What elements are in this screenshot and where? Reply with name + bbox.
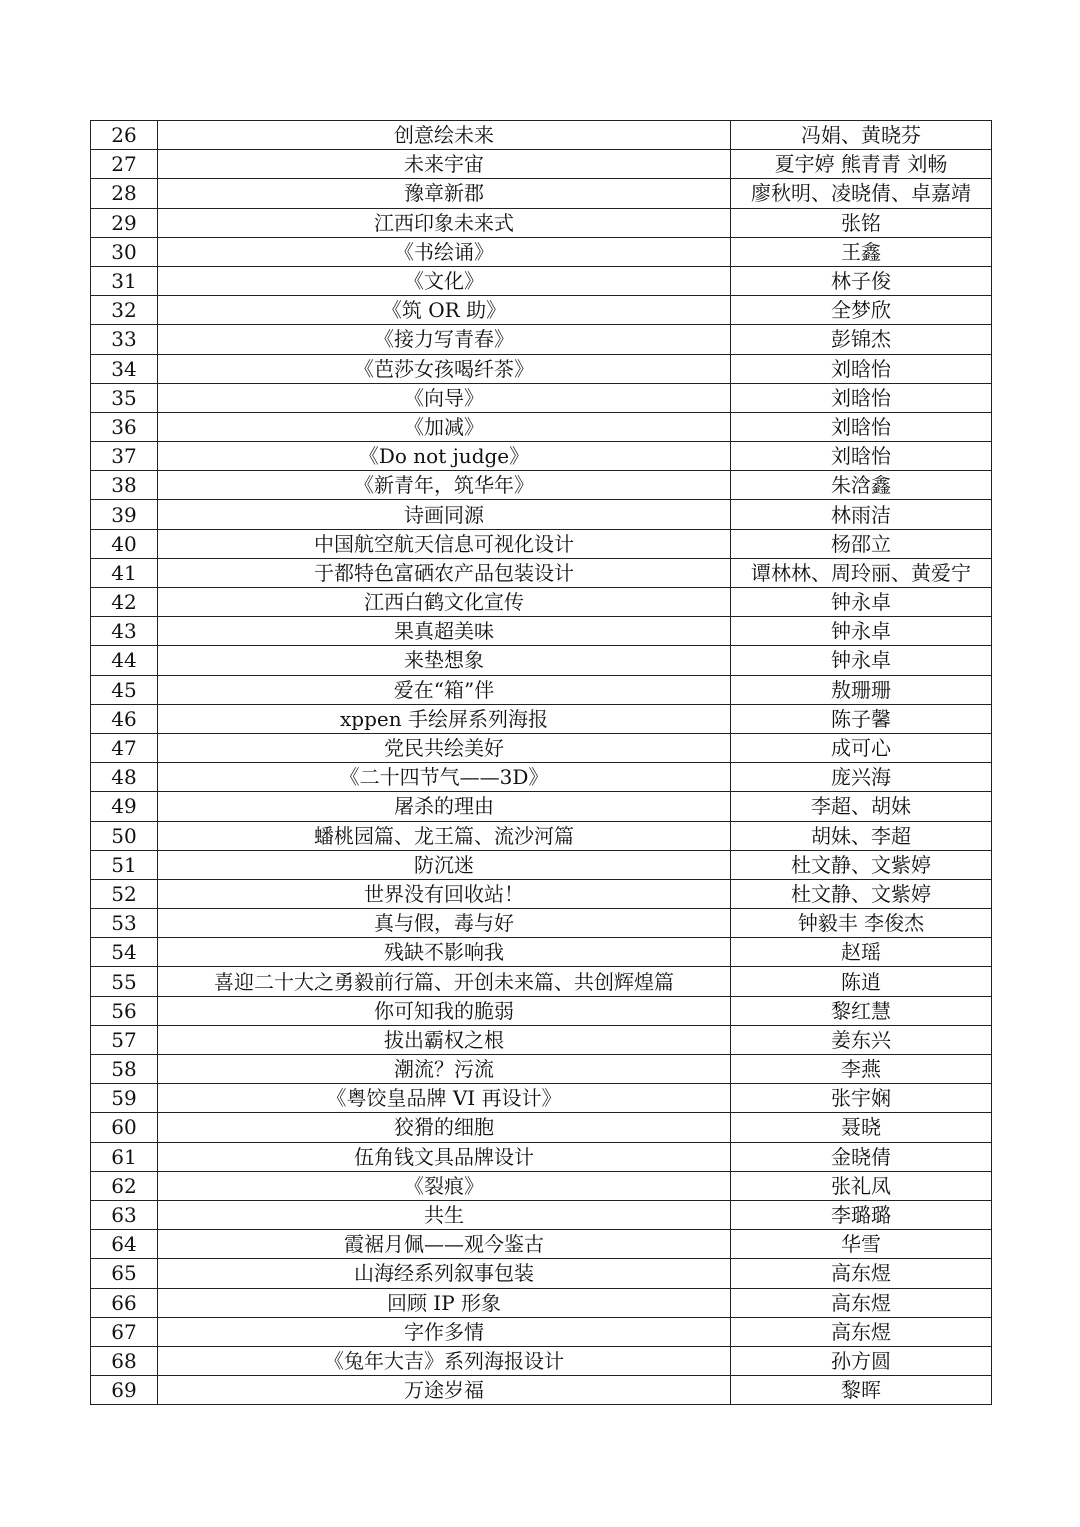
row-number-cell: 30 — [91, 237, 158, 266]
works-table-body — [91, 121, 992, 1405]
table-row — [91, 588, 992, 617]
row-number-cell: 48 — [91, 763, 158, 792]
table-row — [91, 529, 992, 558]
table-row — [91, 1171, 992, 1200]
table-row — [91, 325, 992, 354]
author-cell: 张铭 — [731, 208, 992, 237]
table-row — [91, 1259, 992, 1288]
table-row — [91, 500, 992, 529]
row-number-cell: 33 — [91, 325, 158, 354]
author-cell: 杨邵立 — [731, 529, 992, 558]
row-number-cell: 38 — [91, 471, 158, 500]
table-row — [91, 1025, 992, 1054]
row-number-cell: 45 — [91, 675, 158, 704]
author-cell: 李燕 — [731, 1055, 992, 1084]
author-cell: 庞兴海 — [731, 763, 992, 792]
author-cell: 赵瑶 — [731, 938, 992, 967]
author-cell: 姜东兴 — [731, 1025, 992, 1054]
author-cell: 聂晓 — [731, 1113, 992, 1142]
table-row — [91, 208, 992, 237]
author-cell: 全梦欣 — [731, 296, 992, 325]
row-number-cell: 42 — [91, 588, 158, 617]
row-number-cell: 29 — [91, 208, 158, 237]
table-row — [91, 1113, 992, 1142]
work-title-cell: 真与假，毒与好 — [158, 909, 731, 938]
work-title-cell: 蟠桃园篇、龙王篇、流沙河篇 — [158, 821, 731, 850]
work-title-cell: 山海经系列叙事包装 — [158, 1259, 731, 1288]
author-cell: 钟永卓 — [731, 646, 992, 675]
author-cell: 李超、胡妹 — [731, 792, 992, 821]
work-title-cell: 诗画同源 — [158, 500, 731, 529]
row-number-cell: 27 — [91, 150, 158, 179]
work-title-cell: 《文化》 — [158, 266, 731, 295]
table-row — [91, 1346, 992, 1375]
work-title-cell: 创意绘未来 — [158, 121, 731, 150]
row-number-cell: 57 — [91, 1025, 158, 1054]
table-row — [91, 1084, 992, 1113]
work-title-cell: 《向导》 — [158, 383, 731, 412]
table-row — [91, 733, 992, 762]
row-number-cell: 68 — [91, 1346, 158, 1375]
row-number-cell: 53 — [91, 909, 158, 938]
author-cell: 林雨洁 — [731, 500, 992, 529]
work-title-cell: 江西印象未来式 — [158, 208, 731, 237]
author-cell: 张礼凤 — [731, 1171, 992, 1200]
author-cell: 杜文静、文紫婷 — [731, 879, 992, 908]
table-row — [91, 879, 992, 908]
author-cell: 钟永卓 — [731, 617, 992, 646]
table-row — [91, 558, 992, 587]
author-cell: 刘晗怡 — [731, 383, 992, 412]
work-title-cell: 于都特色富硒农产品包装设计 — [158, 558, 731, 587]
row-number-cell: 40 — [91, 529, 158, 558]
author-cell: 敖珊珊 — [731, 675, 992, 704]
table-row — [91, 121, 992, 150]
author-cell: 华雪 — [731, 1230, 992, 1259]
author-cell: 孙方圆 — [731, 1346, 992, 1375]
row-number-cell: 51 — [91, 850, 158, 879]
table-row — [91, 383, 992, 412]
work-title-cell: 来垫想象 — [158, 646, 731, 675]
author-cell: 张宇娴 — [731, 1084, 992, 1113]
row-number-cell: 35 — [91, 383, 158, 412]
work-title-cell: 《芭莎女孩喝纤茶》 — [158, 354, 731, 383]
row-number-cell: 61 — [91, 1142, 158, 1171]
author-cell: 彭锦杰 — [731, 325, 992, 354]
work-title-cell: 《二十四节气——3D》 — [158, 763, 731, 792]
work-title-cell: 字作多情 — [158, 1317, 731, 1346]
table-row — [91, 967, 992, 996]
author-cell: 夏宇婷 熊青青 刘畅 — [731, 150, 992, 179]
author-cell: 刘晗怡 — [731, 442, 992, 471]
table-row — [91, 266, 992, 295]
row-number-cell: 43 — [91, 617, 158, 646]
table-row — [91, 412, 992, 441]
work-title-cell: 回顾 IP 形象 — [158, 1288, 731, 1317]
author-cell: 林子俊 — [731, 266, 992, 295]
author-cell: 李璐璐 — [731, 1200, 992, 1229]
work-title-cell: 《筑 OR 助》 — [158, 296, 731, 325]
work-title-cell: 你可知我的脆弱 — [158, 996, 731, 1025]
table-row — [91, 1288, 992, 1317]
table-row — [91, 296, 992, 325]
row-number-cell: 66 — [91, 1288, 158, 1317]
author-cell: 冯娟、黄晓芬 — [731, 121, 992, 150]
table-row — [91, 617, 992, 646]
work-title-cell: 拔出霸权之根 — [158, 1025, 731, 1054]
table-row — [91, 646, 992, 675]
author-cell: 钟毅丰 李俊杰 — [731, 909, 992, 938]
author-cell: 陈逍 — [731, 967, 992, 996]
table-row — [91, 1317, 992, 1346]
row-number-cell: 52 — [91, 879, 158, 908]
author-cell: 高东煜 — [731, 1317, 992, 1346]
table-row — [91, 1200, 992, 1229]
row-number-cell: 69 — [91, 1376, 158, 1405]
table-row — [91, 471, 992, 500]
row-number-cell: 50 — [91, 821, 158, 850]
work-title-cell: 党民共绘美好 — [158, 733, 731, 762]
table-row — [91, 1142, 992, 1171]
table-row — [91, 179, 992, 208]
row-number-cell: 34 — [91, 354, 158, 383]
row-number-cell: 58 — [91, 1055, 158, 1084]
author-cell: 刘晗怡 — [731, 354, 992, 383]
work-title-cell: 世界没有回收站！ — [158, 879, 731, 908]
row-number-cell: 63 — [91, 1200, 158, 1229]
row-number-cell: 67 — [91, 1317, 158, 1346]
author-cell: 刘晗怡 — [731, 412, 992, 441]
row-number-cell: 36 — [91, 412, 158, 441]
row-number-cell: 28 — [91, 179, 158, 208]
work-title-cell: 未来宇宙 — [158, 150, 731, 179]
table-row — [91, 237, 992, 266]
table-row — [91, 354, 992, 383]
work-title-cell: 《粤饺皇品牌 VI 再设计》 — [158, 1084, 731, 1113]
work-title-cell: 《兔年大吉》系列海报设计 — [158, 1346, 731, 1375]
table-row — [91, 996, 992, 1025]
table-row — [91, 792, 992, 821]
row-number-cell: 49 — [91, 792, 158, 821]
author-cell: 钟永卓 — [731, 588, 992, 617]
work-title-cell: 潮流？污流 — [158, 1055, 731, 1084]
author-cell: 胡妹、李超 — [731, 821, 992, 850]
table-row — [91, 675, 992, 704]
author-cell: 成可心 — [731, 733, 992, 762]
work-title-cell: 《书绘诵》 — [158, 237, 731, 266]
table-row — [91, 1055, 992, 1084]
table-row — [91, 704, 992, 733]
work-title-cell: 《Do not judge》 — [158, 442, 731, 471]
works-table — [90, 120, 992, 1405]
work-title-cell: 残缺不影响我 — [158, 938, 731, 967]
table-row — [91, 1230, 992, 1259]
work-title-cell: 《接力写青春》 — [158, 325, 731, 354]
author-cell: 陈子馨 — [731, 704, 992, 733]
row-number-cell: 55 — [91, 967, 158, 996]
row-number-cell: 26 — [91, 121, 158, 150]
work-title-cell: 豫章新郡 — [158, 179, 731, 208]
work-title-cell: 果真超美味 — [158, 617, 731, 646]
work-title-cell: 《新青年，筑华年》 — [158, 471, 731, 500]
row-number-cell: 41 — [91, 558, 158, 587]
author-cell: 黎红慧 — [731, 996, 992, 1025]
work-title-cell: 霞裾月佩——观今鉴古 — [158, 1230, 731, 1259]
table-row — [91, 938, 992, 967]
row-number-cell: 37 — [91, 442, 158, 471]
table-row — [91, 850, 992, 879]
work-title-cell: 中国航空航天信息可视化设计 — [158, 529, 731, 558]
work-title-cell: 狡猾的细胞 — [158, 1113, 731, 1142]
row-number-cell: 56 — [91, 996, 158, 1025]
work-title-cell: 共生 — [158, 1200, 731, 1229]
row-number-cell: 62 — [91, 1171, 158, 1200]
author-cell: 廖秋明、凌晓倩、卓嘉靖 — [731, 179, 992, 208]
work-title-cell: 爱在“箱”伴 — [158, 675, 731, 704]
work-title-cell: 《裂痕》 — [158, 1171, 731, 1200]
work-title-cell: 喜迎二十大之勇毅前行篇、开创未来篇、共创辉煌篇 — [158, 967, 731, 996]
table-row — [91, 150, 992, 179]
row-number-cell: 60 — [91, 1113, 158, 1142]
row-number-cell: 39 — [91, 500, 158, 529]
author-cell: 谭林林、周玲丽、黄爱宁 — [731, 558, 992, 587]
work-title-cell: 防沉迷 — [158, 850, 731, 879]
row-number-cell: 47 — [91, 733, 158, 762]
table-row — [91, 821, 992, 850]
author-cell: 王鑫 — [731, 237, 992, 266]
row-number-cell: 65 — [91, 1259, 158, 1288]
work-title-cell: 万途岁福 — [158, 1376, 731, 1405]
table-row — [91, 763, 992, 792]
row-number-cell: 46 — [91, 704, 158, 733]
row-number-cell: 54 — [91, 938, 158, 967]
table-row — [91, 909, 992, 938]
row-number-cell: 31 — [91, 266, 158, 295]
author-cell: 黎晖 — [731, 1376, 992, 1405]
work-title-cell: 屠杀的理由 — [158, 792, 731, 821]
author-cell: 高东煜 — [731, 1288, 992, 1317]
author-cell: 金晓倩 — [731, 1142, 992, 1171]
work-title-cell: xppen 手绘屏系列海报 — [158, 704, 731, 733]
work-title-cell: 江西白鹤文化宣传 — [158, 588, 731, 617]
row-number-cell: 32 — [91, 296, 158, 325]
row-number-cell: 59 — [91, 1084, 158, 1113]
row-number-cell: 64 — [91, 1230, 158, 1259]
table-row — [91, 442, 992, 471]
author-cell: 高东煜 — [731, 1259, 992, 1288]
table-row — [91, 1376, 992, 1405]
row-number-cell: 44 — [91, 646, 158, 675]
work-title-cell: 伍角钱文具品牌设计 — [158, 1142, 731, 1171]
author-cell: 杜文静、文紫婷 — [731, 850, 992, 879]
author-cell: 朱浛鑫 — [731, 471, 992, 500]
work-title-cell: 《加减》 — [158, 412, 731, 441]
